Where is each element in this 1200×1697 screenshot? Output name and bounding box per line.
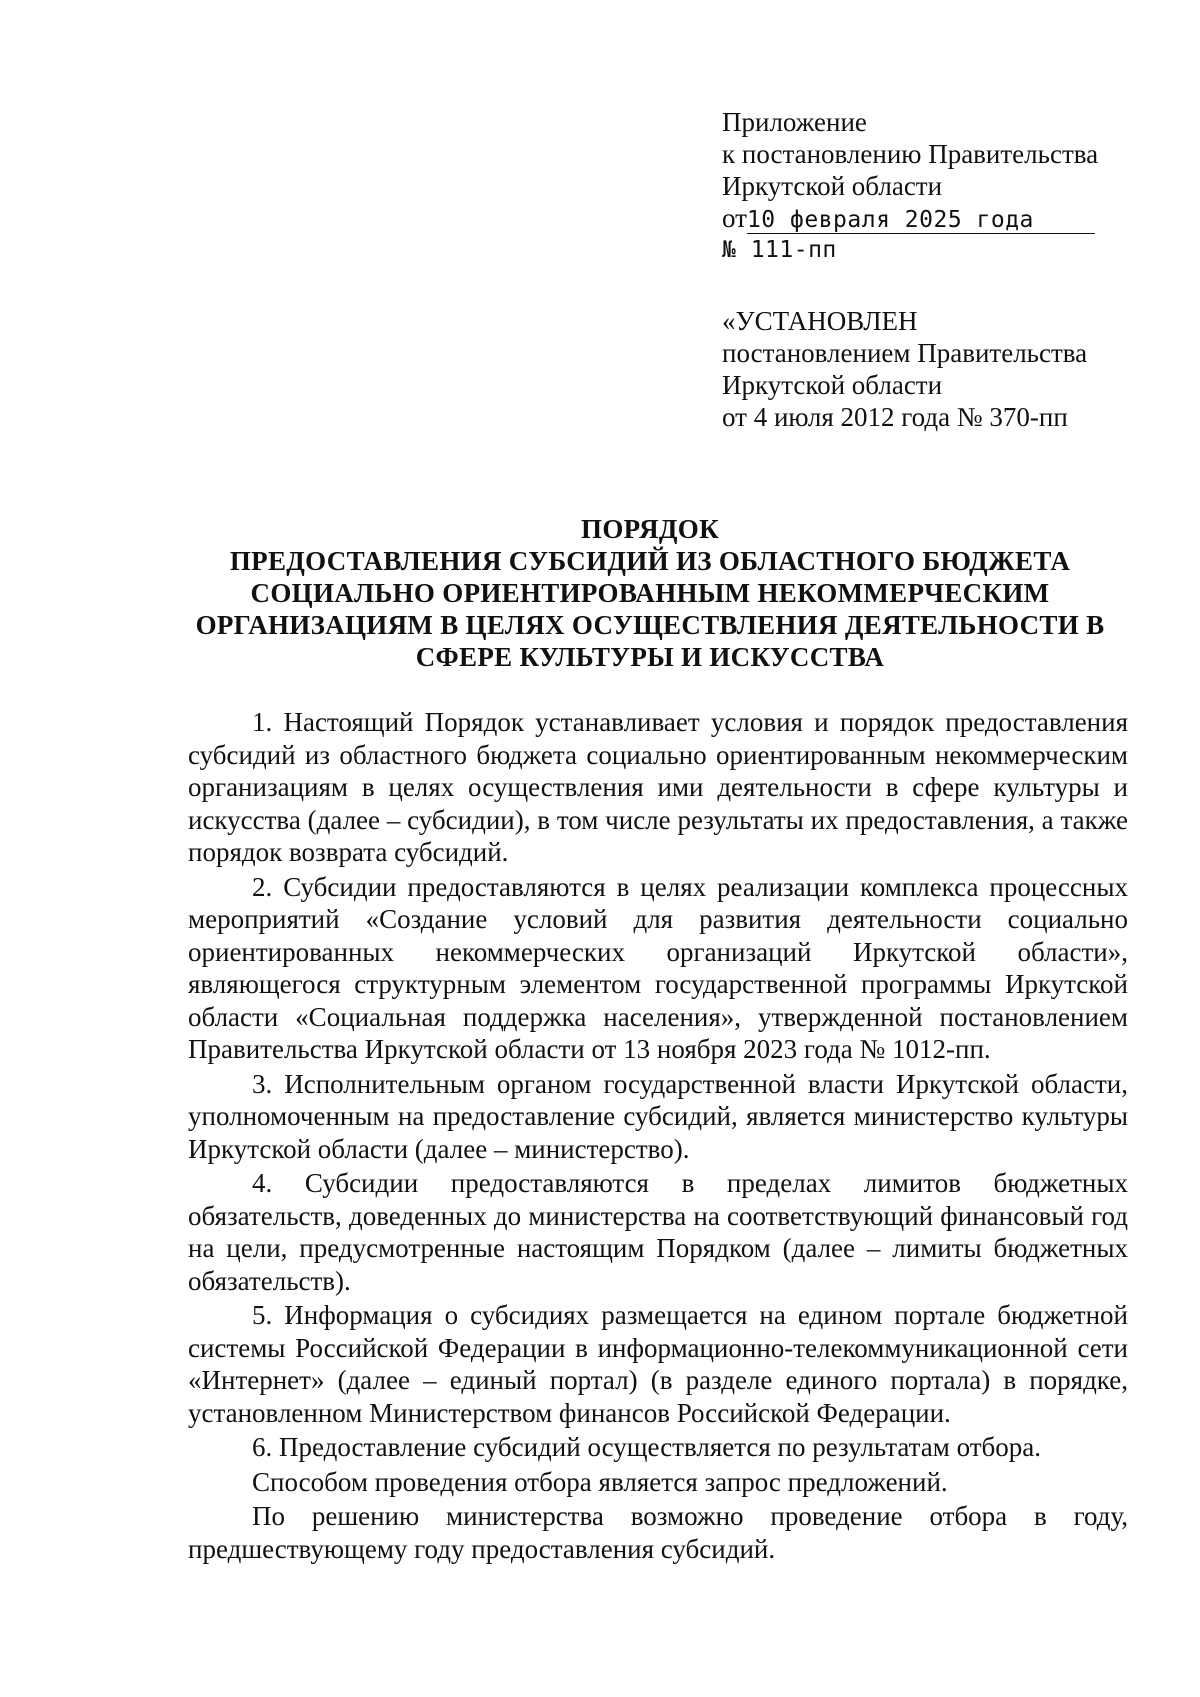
paragraph-7: Способом проведения отбора является запрос предложений. (252, 1466, 948, 1497)
appendix-date-value: 10 февраля 2025 года (746, 207, 1034, 233)
paragraph-3: 3. Исполнительным органом государственной власти Иркутской области, уполномоченным на предоставление субсидий, является министерство культуры Иркутской области (далее – министерство). (188, 1068, 1128, 1164)
appendix-label: Приложение (722, 107, 867, 137)
established-block (722, 305, 1087, 433)
established-label: «УСТАНОВЛЕН (722, 306, 918, 336)
appendix-date-line (722, 202, 1098, 234)
paragraph-5: 5. Информация о субсидиях размещается на едином портале бюджетной системы Российской Федерации в информационно-телекоммуникационной сети «Интернет» (далее – единый портал) (в разделе единого портала) в порядке, установленном Министерством финансов Российской Федерации. (188, 1300, 1128, 1428)
title-line-3: СОЦИАЛЬНО ОРИЕНТИРОВАННЫМ НЕКОММЕРЧЕСКИМ (250, 578, 1050, 608)
appendix-date-field (747, 205, 1095, 234)
appendix-block (722, 106, 1098, 266)
established-by: постановлением Правительства (722, 338, 1088, 368)
appendix-date-prefix: от (722, 203, 747, 233)
paragraph-1: 1. Настоящий Порядок устанавливает условия и порядок предоставления субсидий из областного бюджета социально ориентированным некоммерческим организациям в целях осуществления ими деятельности в сфере культуры и искусства (далее – субсидии), в том числе результаты их предоставления, а также порядок возврата субсидий. (188, 707, 1128, 867)
document-body (188, 706, 1128, 1567)
document-title (170, 513, 1130, 673)
title-line-1: ПОРЯДОК (581, 514, 719, 544)
established-region: Иркутской области (722, 370, 943, 400)
title-line-2: ПРЕДОСТАВЛЕНИЯ СУБСИДИЙ ИЗ ОБЛАСТНОГО БЮДЖЕТА (229, 546, 1071, 576)
paragraph-6: 6. Предоставление субсидий осуществляется по результатам отбора. (252, 1432, 1041, 1462)
title-line-4: ОРГАНИЗАЦИЯМ В ЦЕЛЯХ ОСУЩЕСТВЛЕНИЯ ДЕЯТЕЛЬНОСТИ В (195, 610, 1105, 640)
paragraph-8: По решению министерства возможно проведение отбора в году, предшествующему году предоставления субсидий. (188, 1501, 1128, 1564)
established-date: от 4 июля 2012 года № 370-пп (722, 402, 1068, 432)
paragraph-4: 4. Субсидии предоставляются в пределах лимитов бюджетных обязательств, доведенных до министерства на соответствующий финансовый год на цели, предусмотренные настоящим Порядком (далее – лимиты бюджетных обязательств). (188, 1168, 1128, 1296)
appendix-number: № 111-пп (722, 237, 837, 263)
appendix-resolution: к постановлению Правительства (722, 139, 1099, 169)
paragraph-2: 2. Субсидии предоставляются в целях реализации комплекса процессных мероприятий «Создание условий для развития деятельности социально ориентированных некоммерческих организаций Иркутской области», являющегося структурным элементом государственной программы Иркутской области «Социальная поддержка населения», утвержденной постановлением Правительства Иркутской области от 13 ноября 2023 года № 1012-пп. (188, 871, 1128, 1064)
appendix-region: Иркутской области (722, 171, 943, 201)
title-line-5: СФЕРЕ КУЛЬТУРЫ И ИСКУССТВА (415, 642, 885, 672)
